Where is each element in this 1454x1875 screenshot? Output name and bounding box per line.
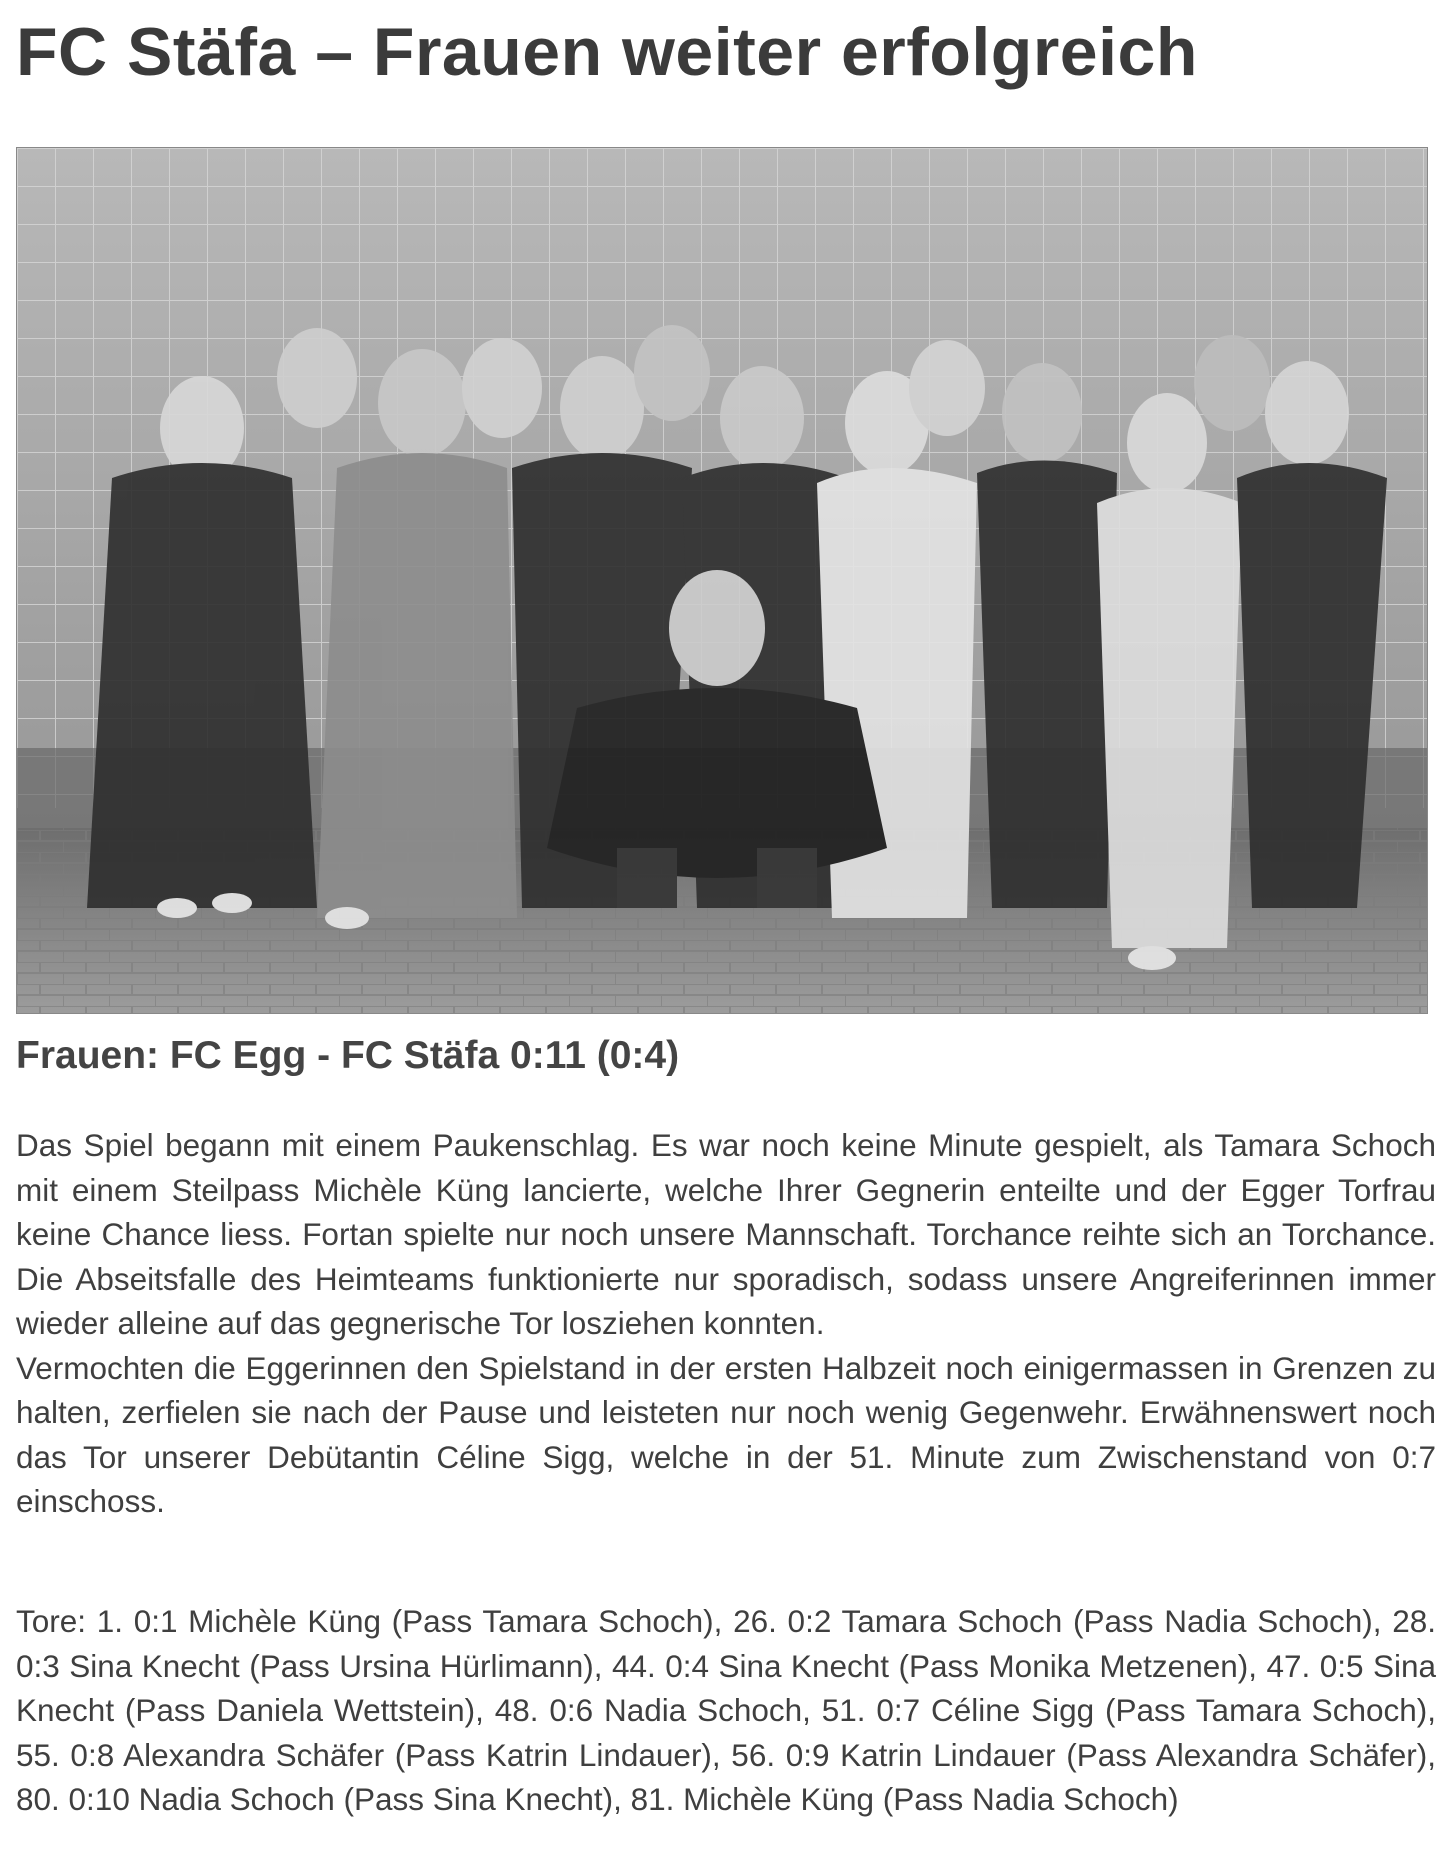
match-result-caption: Frauen: FC Egg - FC Stäfa 0:11 (0:4) [16,1034,680,1077]
goals-list: Tore: 1. 0:1 Michèle Küng (Pass Tamara Schoch), 26. 0:2 Tamara Schoch (Pass Nadia Schoch), 28. 0:3 Sina Knecht (Pass Ursina Hürlimann), 44. 0:4 Sina Knecht (Pass Monika Metzenen), 47. 0:5 Sina Knecht (Pass Daniela Wettstein), 48. 0:6 Nadia Schoch, 51. 0:7 Céline Sigg (Pass Tamara Schoch), 55. 0:8 Alexandra Schäfer (Pass Katrin Lindauer), 56. 0:9 Katrin Lindauer (Pass Alexandra Schäfer), 80. 0:10 Nadia Schoch (Pass Sina Knecht), 81. Michèle Küng (Pass Nadia Schoch) [16,1603,1436,1817]
article-paragraph: Das Spiel begann mit einem Paukenschlag. Es war noch keine Minute gespielt, als Tamara Schoch mit einem Steilpass Michèle Küng lancierte, welche Ihrer Gegnerin enteilte und der Egger Torfrau keine Chance liess. Fortan spielte nur noch unsere Mannschaft. Torchance reihte sich an Torchance. Die Abseitsfalle des Heimteams funktionierte nur sporadisch, sodass unsere Angreiferinnen immer wieder alleine auf das gegnerische Tor losziehen konnten. [16,1127,1436,1341]
article-paragraph: Vermochten die Eggerinnen den Spielstand in der ersten Halbzeit noch einigermassen in Grenzen zu halten, zerfielen sie nach der Pause und leisteten nur noch wenig Gegenwehr. Erwähnenswert noch das Tor unserer Debütantin Céline Sigg, welche in der 51. Minute zum Zwischenstand von 0:7 einschoss. [16,1349,1436,1519]
team-photo [16,147,1428,1014]
article-headline: FC Stäfa – Frauen weiter erfolgreich [16,14,1198,90]
article-body [16,1123,1436,1524]
team-photo-illustration [17,148,1427,1013]
